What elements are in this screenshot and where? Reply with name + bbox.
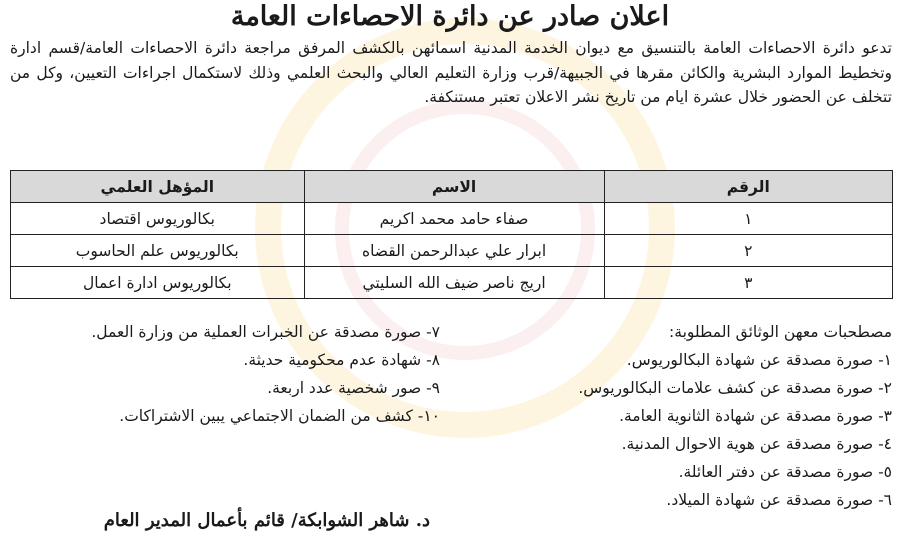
list-item: ٤- صورة مصدقة عن هوية الاحوال المدنية. [621,435,892,453]
announcement-body: تدعو دائرة الاحصاءات العامة بالتنسيق مع ديوان الخدمة المدنية اسمائهن بالكشف المرفق مراجعة دائرة الاحصاءات العامة/قسم ادارة وتخطيط الموارد البشرية والكائن مقرها في الجبيهة/قرب وزارة التعليم العالي والبحث العلمي وذلك لاستكمال اجراءات التعيين، وكل من تتخلف عن الحضور خلال عشرة ايام من تاريخ نشر الاعلان تعتبر مستنكفة. [10,39,892,106]
list-item: ٩- صور شخصية عدد اربعة. [267,379,440,397]
table-row [11,203,893,235]
required-documents-list-left [10,318,440,430]
header-number: الرقم [604,171,892,203]
header-qualification: المؤهل العلمي [11,171,305,203]
table-row [11,235,893,267]
list-item: ٨- شهادة عدم محكومية حديثة. [243,351,440,369]
signature-line: د. شاهر الشوابكة/ قائم بأعمال المدير العام [103,510,430,531]
cell-name: صفاء حامد محمد اكريم [304,203,604,235]
candidates-table [10,170,893,299]
required-documents-list-right [462,318,892,514]
header-name: الاسم [304,171,604,203]
table-header-row [11,171,893,203]
list-item: ١- صورة مصدقة عن شهادة البكالوريوس. [626,351,892,369]
cell-qualification: بكالوريوس اقتصاد [11,203,305,235]
list-item: ١٠- كشف من الضمان الاجتماعي يبين الاشتراكات. [119,407,440,425]
table-row [11,267,893,299]
cell-name: اريج ناصر ضيف الله السليتي [304,267,604,299]
list-item: ٦- صورة مصدقة عن شهادة الميلاد. [666,491,892,509]
list-item: ٥- صورة مصدقة عن دفتر العائلة. [678,463,892,481]
cell-number: ١ [604,203,892,235]
announcement-title: اعلان صادر عن دائرة الاحصاءات العامة [230,1,670,32]
list-item: ٧- صورة مصدقة عن الخبرات العملية من وزارة العمل. [91,323,440,341]
cell-qualification: بكالوريوس ادارة اعمال [11,267,305,299]
cell-qualification: بكالوريوس علم الحاسوب [11,235,305,267]
cell-number: ٣ [604,267,892,299]
cell-number: ٢ [604,235,892,267]
documents-heading: مصطحبات معهن الوثائق المطلوبة: [669,323,892,341]
list-item: ٣- صورة مصدقة عن شهادة الثانوية العامة. [619,407,892,425]
list-item: ٢- صورة مصدقة عن كشف علامات البكالوريوس. [578,379,892,397]
cell-name: ابرار علي عبدالرحمن القضاه [304,235,604,267]
